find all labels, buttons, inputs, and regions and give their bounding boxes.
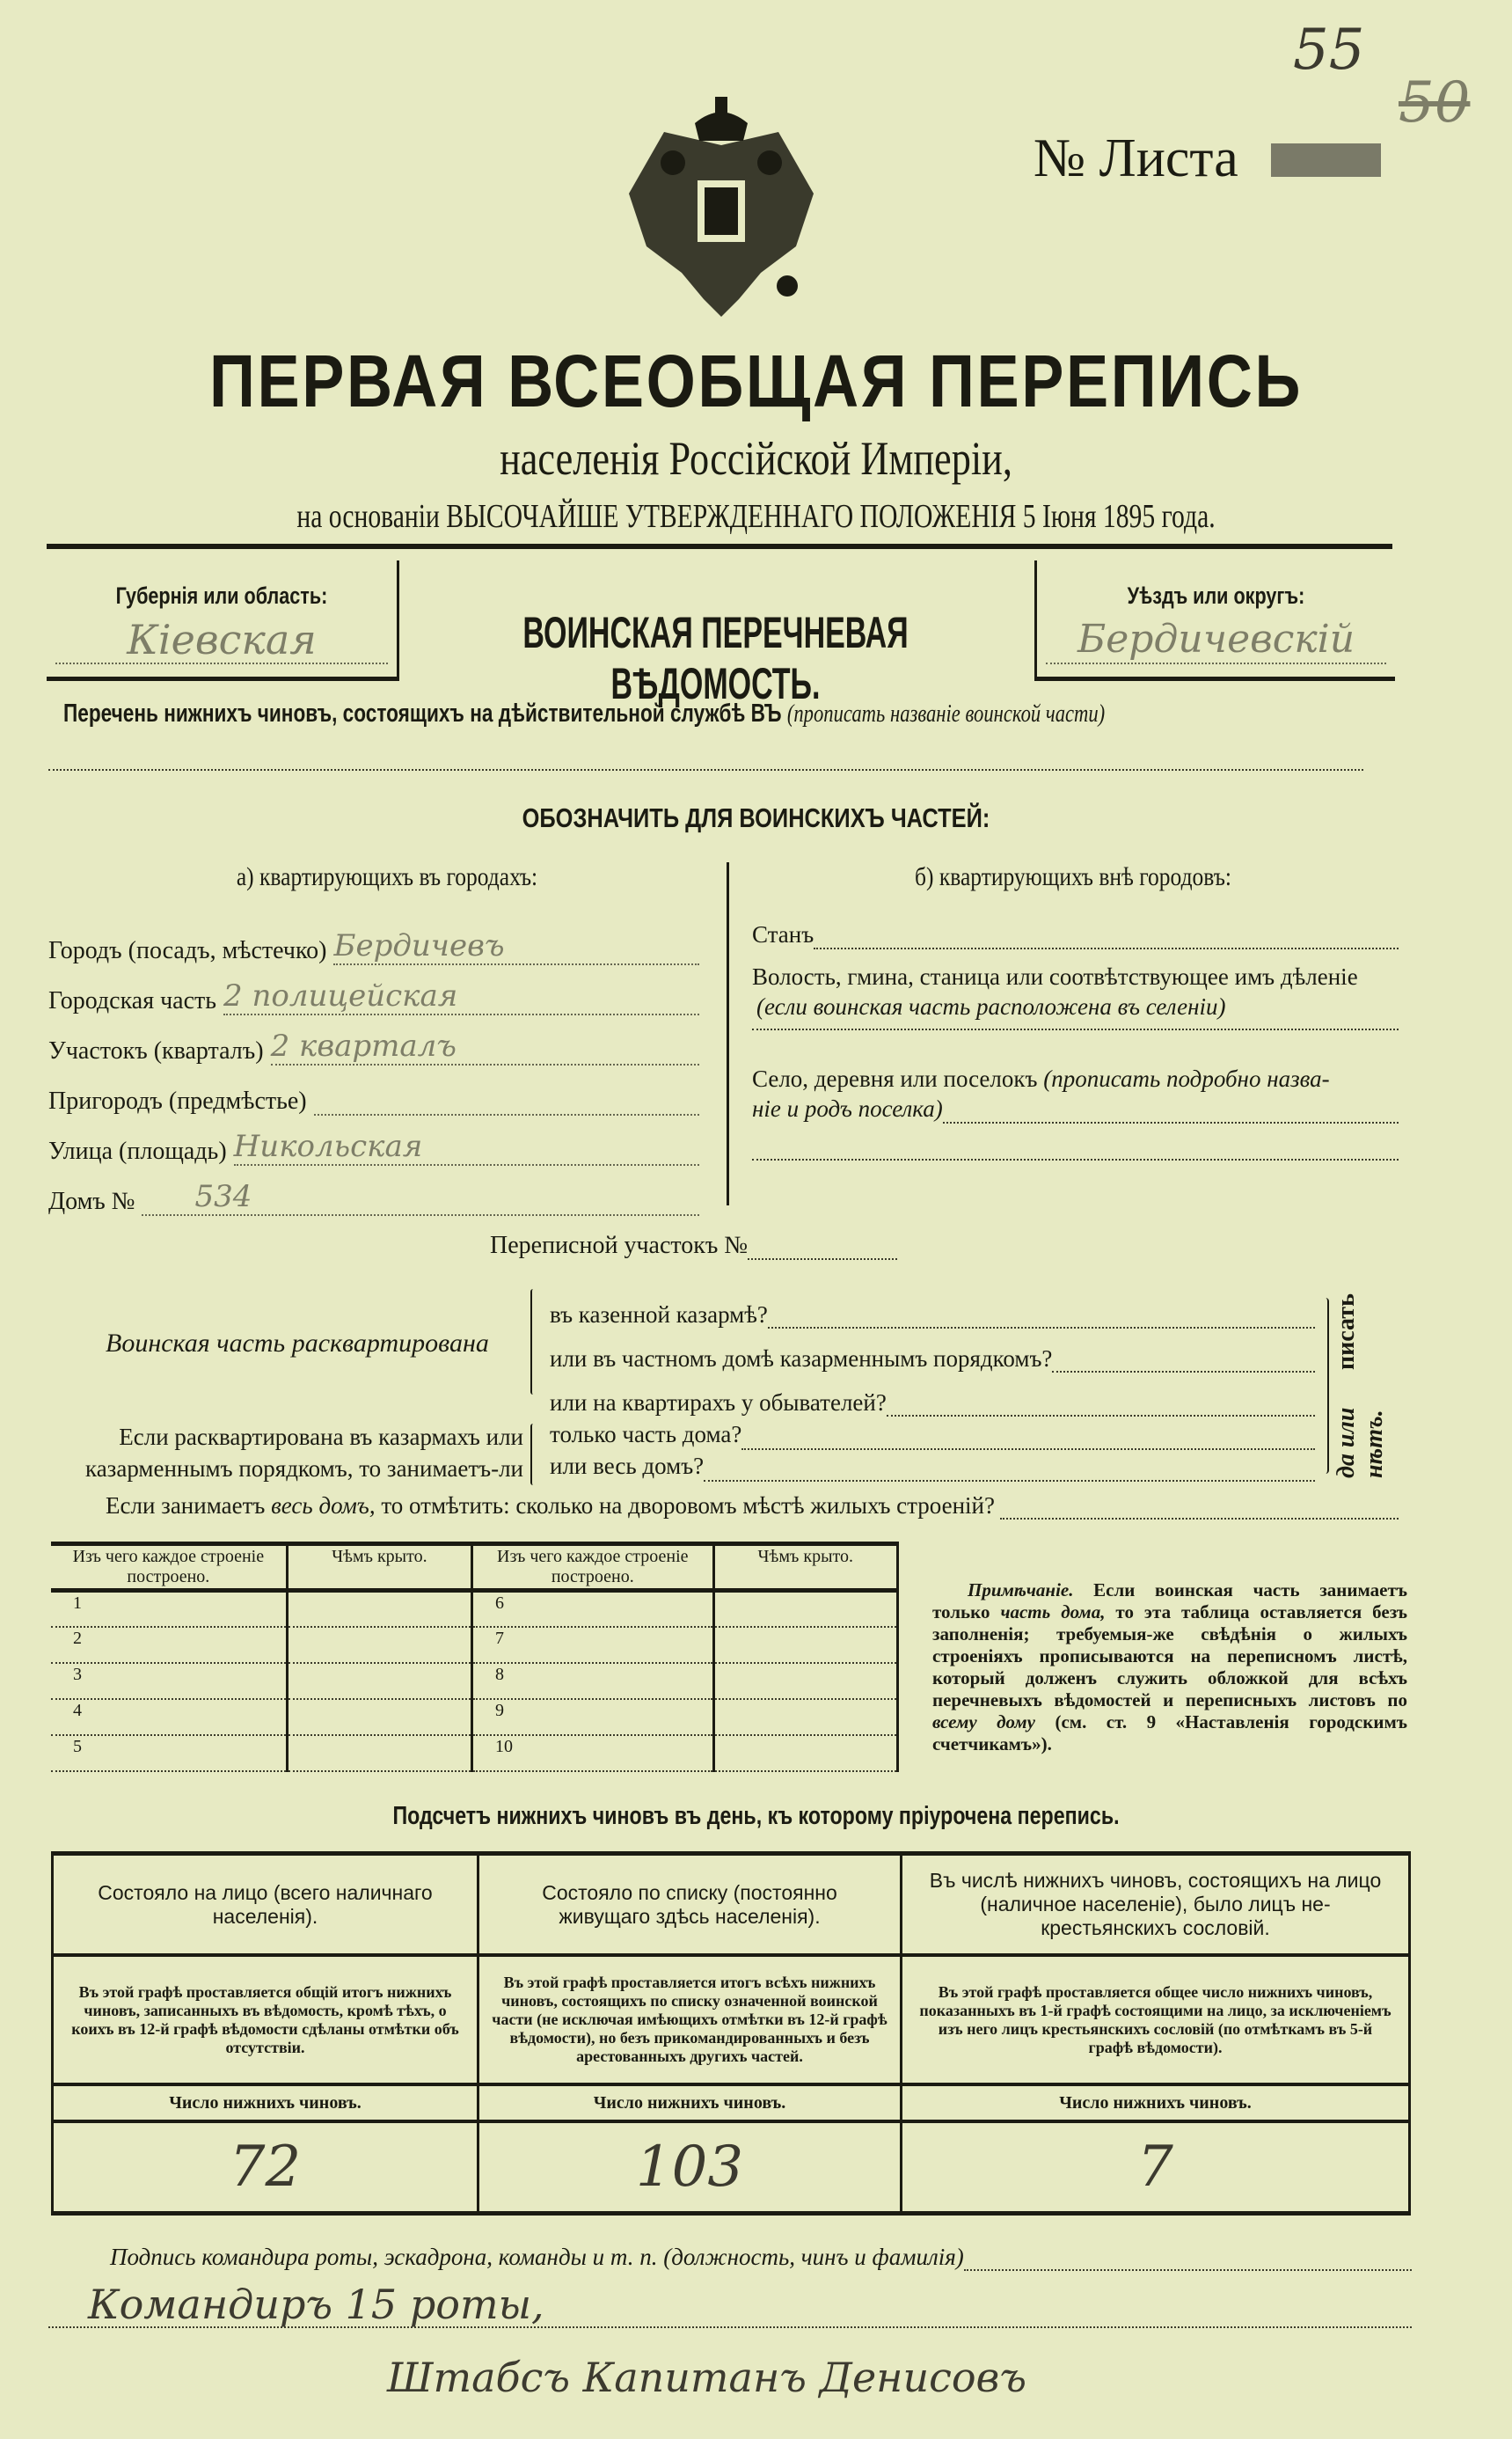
answer-field[interactable]: [741, 1418, 1315, 1450]
row-number[interactable]: 1: [51, 1591, 287, 1627]
count-label: Число нижнихъ чиновъ.: [54, 2086, 477, 2123]
present-count-value[interactable]: 72: [229, 2135, 302, 2200]
count-label: Число нижнихъ чиновъ.: [479, 2086, 900, 2123]
answer-field[interactable]: [887, 1415, 1315, 1417]
field-label: Улица (площадь): [48, 1138, 227, 1165]
village-label: Село, деревня или поселокъ: [752, 1066, 1038, 1092]
row-number[interactable]: 9: [472, 1699, 714, 1735]
city-field[interactable]: Бердичевъ: [333, 928, 699, 965]
form-main-title: ПЕРВАЯ ВСЕОБЩАЯ ПЕРЕПИСЬ: [208, 340, 1304, 422]
table-row: [51, 1663, 898, 1699]
answer-field[interactable]: [768, 1327, 1315, 1329]
note-block: [932, 1579, 1407, 1755]
count-label: Число нижнихъ чиновъ.: [902, 2086, 1408, 2123]
roof-cell[interactable]: [287, 1735, 471, 1771]
question-em: весь домъ,: [271, 1492, 376, 1519]
if-label-line: казарменнымъ порядкомъ, то занимаетъ-ли: [84, 1455, 523, 1482]
option-private-house: или въ частномъ домѣ казарменнымъ порядкомъ?: [550, 1345, 1053, 1372]
field-row-house: [48, 1166, 699, 1216]
column-header: Въ числѣ нижнихъ чиновъ, состоящихъ на лицо (наличное населеніе), было лицъ не-крестьянскихъ сословій.: [902, 1856, 1408, 1957]
note-text: Если воинская часть занимаетъ только: [932, 1579, 1407, 1622]
row-number[interactable]: 2: [51, 1627, 287, 1663]
option-apartments: или на квартирахъ у обывателей?: [550, 1389, 887, 1416]
answer-field[interactable]: [1052, 1371, 1315, 1373]
count-column: [54, 1856, 479, 2211]
field-label: Городская часть: [48, 987, 217, 1014]
column-header: Чѣмъ крыто.: [287, 1544, 471, 1591]
outside-cities-fields: [752, 919, 1399, 1161]
count-column: [902, 1856, 1408, 2211]
column-header: Состояло по списку (постоянно живущаго здѣсь населенія).: [479, 1856, 900, 1957]
field-row-stan: [752, 919, 1399, 949]
option-row: [550, 1450, 1315, 1482]
row-number[interactable]: 3: [51, 1663, 287, 1699]
option-barracks: въ казенной казармѣ?: [550, 1301, 768, 1328]
roof-cell[interactable]: [287, 1699, 471, 1735]
city-part-field[interactable]: 2 полицейская: [223, 978, 699, 1015]
signature-field[interactable]: [964, 2244, 1412, 2271]
note-text: (см. ст. 9 «Наставленія городскимъ счетчикамъ»).: [932, 1711, 1408, 1754]
if-barracks-label: [26, 1421, 523, 1484]
table-row: [51, 1627, 898, 1663]
column-header: Изъ чего каждое строеніе построено.: [51, 1544, 287, 1591]
option-row: [550, 1373, 1315, 1417]
outside-cities-heading: б) квартирующихъ внѣ городовъ:: [915, 862, 1231, 891]
column-header: Изъ чего каждое строеніе построено.: [472, 1544, 714, 1591]
province-box: [47, 560, 399, 681]
count-title: Подсчетъ нижнихъ чиновъ въ день, къ которому пріурочена перепись.: [392, 1802, 1120, 1830]
column-divider: [727, 862, 729, 1205]
district-label: Уѣздъ или округъ:: [1127, 582, 1305, 609]
column-description: Въ этой графѣ проставляется общій итогъ нижнихъ чиновъ, записанныхъ въ вѣдомость, кромѣ тѣхъ, о коихъ въ 12-й графѣ вѣдомости сдѣланы отмѣтки объ отсутствіи.: [54, 1957, 477, 2086]
option-whole-house: или весь домъ?: [550, 1453, 705, 1479]
census-district-label: Переписной участокъ №: [490, 1232, 749, 1259]
table-row: [51, 1735, 898, 1771]
in-cities-fields: [48, 915, 699, 1216]
count-table: [51, 1851, 1411, 2216]
field-label: Домъ №: [48, 1188, 135, 1215]
non-peasant-count-value[interactable]: 7: [1137, 2135, 1173, 2200]
in-cities-heading: а) квартирующихъ въ городахъ:: [236, 862, 538, 891]
column-description: Въ этой графѣ проставляется итогъ всѣхъ нижнихъ чиновъ, состоящихъ по списку означенной воинской части (не исключая имѣющихъ отмѣтки въ 12-й графѣ вѣдомости), но безъ прикомандированныхъ и безъ арестованныхъ другихъ частей.: [479, 1957, 900, 2086]
buildings-count-field[interactable]: [1000, 1492, 1399, 1520]
unit-name-field[interactable]: [48, 765, 1363, 771]
unit-line-label: Перечень нижнихъ чиновъ, состоящихъ на дѣйствительной службѣ ВЪ: [63, 699, 782, 728]
divider: [47, 544, 1392, 549]
if-options: [550, 1418, 1315, 1482]
district-field[interactable]: Бердичевскій: [1046, 617, 1386, 664]
column-description: Въ этой графѣ проставляется общее число нижнихъ чиновъ, показанныхъ въ 1-й графѣ состоящими на лицо, за исключеніемъ изъ него лицъ крестьянскихъ сословій (по отмѣткамъ въ 5-й графѣ вѣдомости).: [902, 1957, 1408, 2086]
row-number[interactable]: 5: [51, 1735, 287, 1771]
village-field[interactable]: [943, 1094, 1399, 1124]
unit-line-hint: (прописать названіе воинской части): [786, 699, 1106, 728]
signature-label-row: [110, 2244, 1412, 2271]
roof-cell[interactable]: [287, 1663, 471, 1699]
stan-field[interactable]: [814, 919, 1399, 949]
field-row-city-part: [48, 965, 699, 1015]
sheet-number-label: № Листа: [1034, 128, 1238, 188]
roof-cell[interactable]: [287, 1591, 471, 1627]
sheet-number-field[interactable]: [1271, 143, 1381, 177]
volost-field[interactable]: [752, 1022, 1399, 1030]
district-box: [1034, 560, 1395, 681]
question-text: то отмѣтить: сколько на дворовомъ мѣстѣ жилыхъ строеній?: [381, 1492, 995, 1519]
province-label: Губернія или область:: [115, 582, 328, 609]
volost-label: Волость, гмина, станица или соотвѣтствующее имъ дѣленіе: [752, 963, 1358, 990]
roof-cell[interactable]: [713, 1663, 897, 1699]
field-label: Станъ: [752, 921, 814, 948]
column-header: Состояло на лицо (всего наличнаго населенія).: [54, 1856, 477, 1957]
signature-label: Подпись командира роты, эскадрона, команды и т. п. (должность, чинъ и фамилія): [110, 2244, 964, 2270]
answer-field[interactable]: [704, 1450, 1315, 1482]
quartering-label: Воинская часть расквартирована: [106, 1329, 489, 1358]
suburb-field[interactable]: [314, 1114, 699, 1116]
field-label: Пригородъ (предмѣстье): [48, 1088, 307, 1115]
field-row-quarter: [48, 1015, 699, 1066]
double-headed-eagle-emblem: [620, 97, 822, 321]
street-field[interactable]: Никольская: [234, 1129, 699, 1166]
field-row-suburb: [48, 1066, 699, 1116]
form-basis-line: на основаніи ВЫСОЧАЙШЕ УТВЕРЖДЕННАГО ПОЛОЖЕНІЯ 5 Іюня 1895 года.: [296, 498, 1216, 535]
note-title: Примѣчаніе.: [968, 1579, 1074, 1600]
village-row-2: [752, 1094, 1399, 1124]
form-type-title: ВОИНСКАЯ ПЕРЕЧНЕВАЯ ВѢДОМОСТЬ.: [522, 608, 909, 708]
village-hint-2: ніе и родъ поселка): [752, 1095, 943, 1122]
table-row: [51, 1699, 898, 1735]
listed-count-value[interactable]: 103: [635, 2135, 744, 2200]
option-part-house: только часть дома?: [550, 1421, 742, 1447]
option-row: [550, 1329, 1315, 1373]
census-district-field[interactable]: [748, 1232, 897, 1260]
table-header: [51, 1544, 898, 1591]
quarter-field[interactable]: 2 кварталъ: [271, 1029, 699, 1066]
note-text: то эта таблица оставляется безъ заполненія; требуемыя-же свѣдѣнія о жилыхъ строеніяхъ прописываются на переписномъ листѣ, который долженъ служить обложкой для всѣхъ перечневыхъ вѣдомостей и переписныхъ листовъ по: [932, 1601, 1408, 1710]
village-label-row: [752, 1064, 1399, 1094]
count-column: [479, 1856, 902, 2211]
old-page-number-crossed: 50: [1399, 70, 1471, 136]
brace: [530, 1424, 536, 1485]
roof-cell[interactable]: [287, 1627, 471, 1663]
option-row: [550, 1418, 1315, 1450]
write-note-1: писать: [1333, 1293, 1360, 1370]
volost-hint: (если воинская часть расположена въ селеніи): [756, 993, 1226, 1020]
row-number[interactable]: 4: [51, 1699, 287, 1735]
section-title: ОБОЗНАЧИТЬ ДЛЯ ВОИНСКИХЪ ЧАСТЕЙ:: [522, 802, 990, 833]
field-row-street: [48, 1116, 699, 1166]
roof-cell[interactable]: [713, 1591, 897, 1627]
if-label-line: Если расквартирована въ казармахъ или: [119, 1424, 523, 1450]
note-em: всему дому: [932, 1711, 1035, 1732]
brace: [1322, 1298, 1329, 1474]
row-number[interactable]: 7: [472, 1627, 714, 1663]
field-label: Участокъ (кварталъ): [48, 1037, 264, 1065]
roof-cell[interactable]: [713, 1627, 897, 1663]
whole-house-question: [106, 1492, 1399, 1520]
field-row-city: [48, 915, 699, 965]
question-text: Если занимаетъ: [106, 1492, 266, 1519]
village-hint: (прописать подробно назва-: [1043, 1066, 1330, 1092]
province-field[interactable]: Кіевская: [55, 617, 388, 664]
write-yes-no-note: [1333, 1293, 1389, 1478]
column-header: Чѣмъ крыто.: [713, 1544, 897, 1591]
unit-line: [63, 699, 1105, 729]
quartering-options: [550, 1285, 1315, 1417]
write-note-2: да или нѣтъ.: [1333, 1407, 1388, 1478]
field-label: Городъ (посадъ, мѣстечко): [48, 937, 327, 964]
form-subtitle: населенія Россійской Имперіи,: [500, 432, 1012, 485]
buildings-table: [51, 1542, 899, 1772]
signature-name: Штабсъ Капитанъ Денисовъ: [387, 2354, 1026, 2401]
house-number-field[interactable]: 534: [142, 1179, 699, 1216]
census-district-row: [490, 1232, 930, 1260]
page-number-handwritten: 55: [1293, 18, 1365, 83]
row-number[interactable]: 6: [472, 1591, 714, 1627]
signature-position: Командиръ 15 роты,: [88, 2281, 544, 2328]
note-em: часть дома,: [1000, 1601, 1106, 1622]
option-row: [550, 1285, 1315, 1329]
village-field-extra[interactable]: [752, 1124, 1399, 1161]
table-row: [51, 1591, 898, 1627]
roof-cell[interactable]: [713, 1699, 897, 1735]
row-number[interactable]: 10: [472, 1735, 714, 1771]
brace: [530, 1289, 536, 1395]
row-number[interactable]: 8: [472, 1663, 714, 1699]
roof-cell[interactable]: [713, 1735, 897, 1771]
